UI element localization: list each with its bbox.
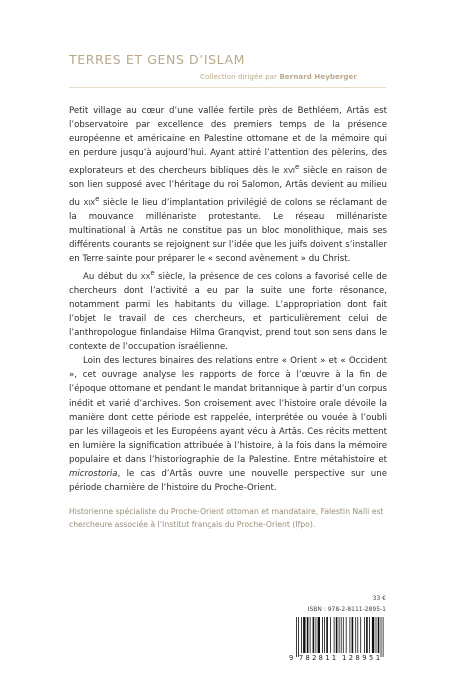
barcode-digits-right: 128951 <box>342 654 380 661</box>
barcode-bar <box>350 617 351 653</box>
barcode-bar <box>296 617 297 657</box>
barcode-bar <box>307 617 309 653</box>
barcode-bar <box>324 617 325 653</box>
barcode-bar <box>355 617 356 653</box>
barcode-bar <box>301 617 302 653</box>
barcode-bar <box>326 617 328 653</box>
barcode-bar <box>369 617 370 653</box>
author-note: Historienne spécialiste du Proche-Orient ottoman et mandataire, Falestin Naïli est chercheure associée à l’Institut français du Proche-Orient (Ifpo). <box>69 507 384 529</box>
barcode-bar <box>330 617 331 653</box>
barcode-bar <box>313 617 315 653</box>
collection-director: Bernard Heyberger <box>279 73 357 81</box>
collection-prefix: Collection dirigée par <box>200 73 278 81</box>
barcode-bar <box>346 617 347 653</box>
barcode-digit-first: 9 <box>289 654 294 661</box>
barcode-bars <box>296 617 384 657</box>
blurb-paragraph-2: Au début du XXe siècle, la présence de ces colons a favorisé celle de chercheurs dont l’activité a eu par la suite une forte résonance, notamment parmi les habitants du village. L’appropriation dont fait l’objet le travail de ces chercheurs, et particulièrement celui de l’anthropologue finlandaise Hilma Granqvist, prend tout son sens dans le contexte de l’occupation israélienne. <box>69 269 387 353</box>
barcode-bar <box>360 617 361 653</box>
barcode-bar <box>310 617 311 653</box>
barcode-bar <box>381 617 382 657</box>
barcode-bar <box>357 617 358 653</box>
header-rule <box>69 87 386 88</box>
barcode-digits-left: 782811 <box>299 654 336 661</box>
barcode-bar <box>366 617 368 653</box>
blurb-paragraph-1: Petit village au cœur d’une vallée fertile près de Bethléem, Artâs est l’observatoire par excellence des premiers temps de la présence européenne et américaine en Palestine ottomane et de la mémoire qui en perdure jusqu’à aujourd’hui. Ayant attiré l’attention des pèlerins, des explorateurs et des chercheurs bibliques dès le XVIe siècle en raison de son lien supposé avec l’héritage du roi Salomon, Artâs devient au milieu du XIXe siècle le lieu d’implantation privilégié de colons se réclamant de la mouvance millénariste protestante. Le réseau millénariste multinational à Artâs ne constitue pas un bloc monolithique, mais ses différents courants se rejoignent sur l’idée que les juifs doivent s’installer en Terre sainte pour préparer le « second avènement » du Christ. <box>69 106 387 265</box>
collection-line <box>200 73 357 81</box>
blurb <box>69 104 387 495</box>
barcode-bar <box>376 617 377 653</box>
barcode <box>289 617 386 661</box>
barcode-bar <box>303 617 305 653</box>
barcode-bar <box>298 617 299 657</box>
price: 33 € <box>372 595 386 602</box>
barcode-bar <box>334 617 335 653</box>
barcode-bar <box>383 617 384 657</box>
barcode-bar <box>343 617 344 653</box>
blurb-paragraph-3: Loin des lectures binaires des relations entre « Orient » et « Occident », cet ouvrage analyse les rapports de force à l’œuvre à la fin de l’époque ottomane et pendant le mandat britannique à partir d’un corpus inédit et varié d’archives. Son croisement avec l’histoire orale dévoile la manière dont cette période est rappelée, interprétée ou vouée à l’oubli par les villageois et les Européens ayant vécu à Artâs. Ces récits mettent en lumière la signification attribuée à l’histoire, à la fois dans la mémoire populaire et dans l’historiographie de la Palestine. Entre métahistoire et microstoria, le cas d’Artâs ouvre une nouvelle perspective sur une période charnière de l’histoire du Proche-Orient. <box>69 356 387 493</box>
barcode-bar <box>316 617 317 653</box>
barcode-bar <box>322 617 323 653</box>
barcode-bar <box>372 617 374 653</box>
barcode-bar <box>341 617 342 653</box>
barcode-bar <box>378 617 380 653</box>
barcode-bar <box>336 617 338 653</box>
barcode-bar <box>352 617 354 653</box>
isbn: ISBN : 978-2-8111-2895-1 <box>307 606 386 613</box>
series-title: TERRES ET GENS D’ISLAM <box>69 52 246 67</box>
barcode-bar <box>339 617 340 653</box>
barcode-bar <box>318 617 320 653</box>
barcode-bar <box>364 617 365 653</box>
